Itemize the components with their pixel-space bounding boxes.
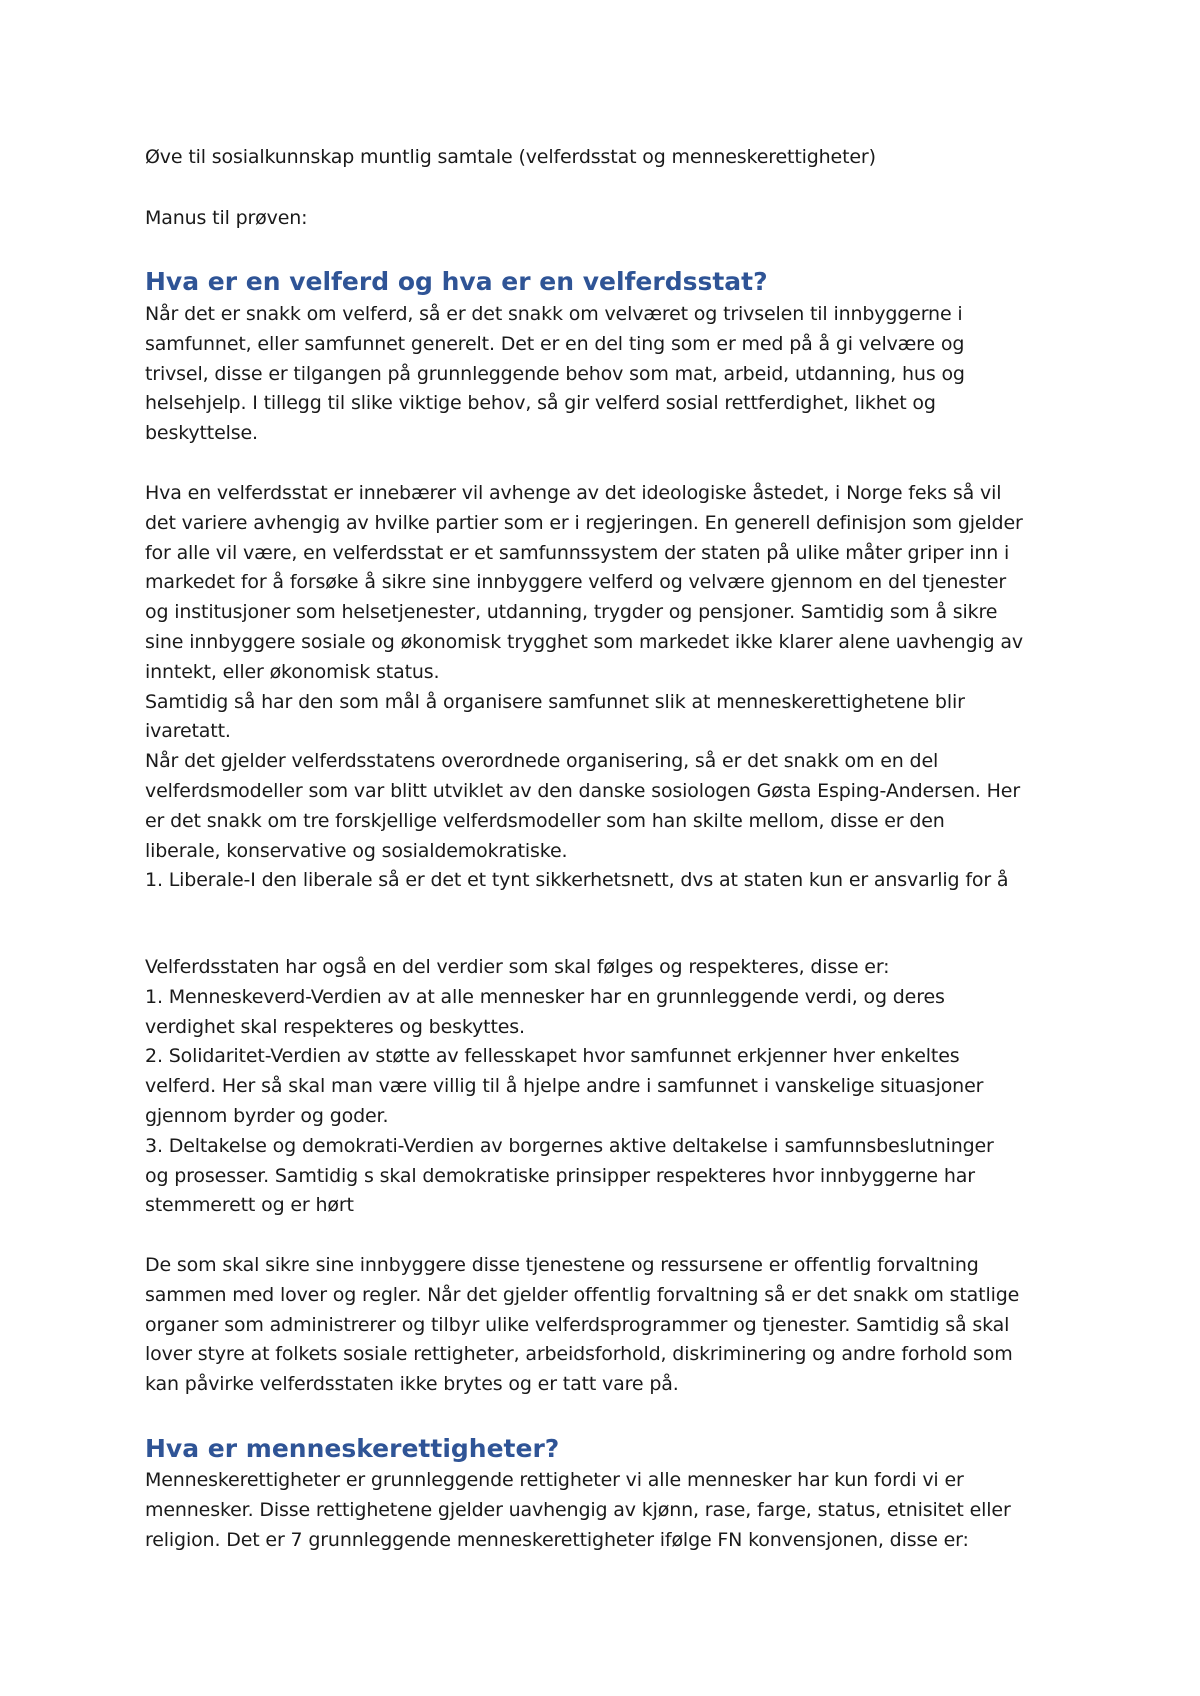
paragraph-line: ivaretatt. bbox=[145, 720, 231, 743]
paragraph-line: velferd. Her så skal man være villig til å hjelpe andre i samfunnet i vanskelige situasjoner bbox=[145, 1075, 984, 1098]
paragraph-line: Samtidig så har den som mål å organisere samfunnet slik at menneskerettighetene blir bbox=[145, 690, 965, 713]
paragraph-line: samfunnet, eller samfunnet generelt. Det er en del ting som er med på å gi velvære og bbox=[145, 332, 965, 355]
paragraph-line: velferdsmodeller som var blitt utviklet av den danske sosiologen Gøsta Esping-Andersen. Her bbox=[145, 779, 1020, 802]
paragraph-line: 1. Menneskeverd-Verdien av at alle mennesker har en grunnleggende verdi, og deres bbox=[145, 985, 945, 1008]
paragraph-line: Menneskerettigheter er grunnleggende rettigheter vi alle mennesker har kun fordi vi er bbox=[145, 1469, 964, 1491]
paragraph-line: Velferdsstaten har også en del verdier som skal følges og respekteres, disse er: bbox=[145, 956, 890, 978]
paragraph-line: beskyttelse. bbox=[145, 422, 258, 445]
paragraph-line: for alle vil være, en velferdsstat er et samfunnssystem der staten på ulike måter griper inn i bbox=[145, 541, 1010, 564]
paragraph-line: er det snakk om tre forskjellige velferdsmodeller som han skilte mellom, disse er den bbox=[145, 809, 945, 832]
paragraph-line: liberale, konservative og sosialdemokratiske. bbox=[145, 839, 568, 862]
paragraph-line: Hva en velferdsstat er innebærer vil avhenge av det ideologiske åstedet, i Norge feks så vil bbox=[145, 482, 1002, 504]
heading-menneskerettigheter: Hva er menneskerettigheter? bbox=[145, 1434, 560, 1463]
document-title-line: Øve til sosialkunnskap muntlig samtale (velferdsstat og menneskerettigheter) bbox=[145, 146, 876, 168]
paragraph-line: gjennom byrder og goder. bbox=[145, 1104, 389, 1127]
paragraph-line: lover styre at folkets sosiale rettigheter, arbeidsforhold, diskriminering og andre forhold som bbox=[145, 1343, 1013, 1366]
heading-velferd: Hva er en velferd og hva er en velferdsstat? bbox=[145, 267, 768, 296]
paragraph-line: inntekt, eller økonomisk status. bbox=[145, 660, 440, 683]
paragraph-line: sammen med lover og regler. Når det gjelder offentlig forvaltning så er det snakk om statlige bbox=[145, 1283, 1020, 1306]
paragraph-line: Når det er snakk om velferd, så er det snakk om velværet og trivselen til innbyggerne i bbox=[145, 303, 963, 325]
paragraph-forvaltning bbox=[145, 1251, 1019, 1400]
paragraph-velferdsstat bbox=[145, 479, 1023, 896]
paragraph-line: mennesker. Disse rettighetene gjelder uavhengig av kjønn, rase, farge, status, etnisitet eller bbox=[145, 1498, 1011, 1521]
paragraph-line: 1. Liberale-I den liberale så er det et tynt sikkerhetsnett, dvs at staten kun er ansvarlig for å bbox=[145, 869, 1009, 892]
paragraph-line: kan påvirke velferdsstaten ikke brytes og er tatt vare på. bbox=[145, 1373, 679, 1396]
paragraph-line: religion. Det er 7 grunnleggende menneskerettigheter ifølge FN konvensjonen, disse er: bbox=[145, 1528, 969, 1551]
paragraph-line: markedet for å forsøke å sikre sine innbyggere velferd og velvære gjennom en del tjenester bbox=[145, 571, 1007, 594]
paragraph-line: organer som administrerer og tilbyr ulike velferdsprogrammer og tjenester. Samtidig så skal bbox=[145, 1313, 1010, 1336]
paragraph-line: sine innbyggere sosiale og økonomisk trygghet som markedet ikke klarer alene uavhengig av bbox=[145, 630, 1023, 653]
paragraph-line: det variere avhengig av hvilke partier som er i regjeringen. En generell definisjon som gjelder bbox=[145, 511, 1023, 534]
paragraph-verdier bbox=[145, 953, 994, 1221]
paragraph-velferd bbox=[145, 300, 965, 449]
paragraph-line: 3. Deltakelse og demokrati-Verdien av borgernes aktive deltakelse i samfunnsbeslutninger bbox=[145, 1134, 994, 1157]
paragraph-line: trivsel, disse er tilgangen på grunnleggende behov som mat, arbeid, utdanning, hus og bbox=[145, 362, 965, 385]
paragraph-line: stemmerett og er hørt bbox=[145, 1194, 354, 1217]
paragraph-line: og institusjoner som helsetjenester, utdanning, trygder og pensjoner. Samtidig som å sikre bbox=[145, 601, 998, 624]
paragraph-line: Når det gjelder velferdsstatens overordnede organisering, så er det snakk om en del bbox=[145, 750, 939, 773]
paragraph-line: og prosesser. Samtidig s skal demokratiske prinsipper respekteres hvor innbyggerne har bbox=[145, 1164, 975, 1187]
paragraph-menneskerettigheter bbox=[145, 1466, 1011, 1555]
paragraph-line: De som skal sikre sine innbyggere disse tjenestene og ressursene er offentlig forvaltning bbox=[145, 1254, 979, 1276]
paragraph-line: verdighet skal respekteres og beskyttes. bbox=[145, 1015, 525, 1038]
paragraph-line: 2. Solidaritet-Verdien av støtte av fellesskapet hvor samfunnet erkjenner hver enkeltes bbox=[145, 1045, 960, 1068]
paragraph-line: helsehjelp. I tillegg til slike viktige behov, så gir velferd sosial rettferdighet, likhet og bbox=[145, 392, 936, 415]
manus-line: Manus til prøven: bbox=[145, 207, 308, 229]
